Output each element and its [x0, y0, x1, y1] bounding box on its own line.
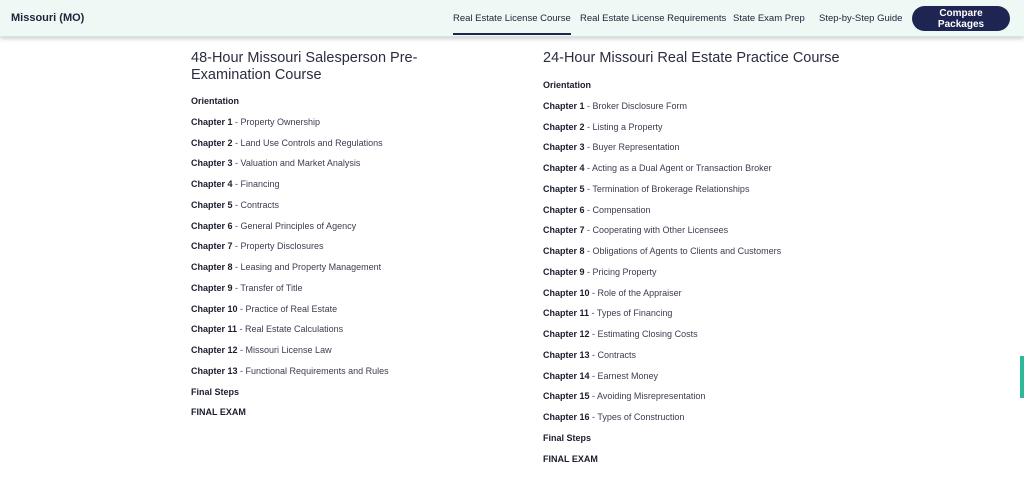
chapter-item [543, 267, 657, 277]
chapter-item [543, 329, 698, 339]
chapter-separator: - [232, 241, 241, 252]
chapter-number: Chapter 3 [191, 158, 233, 169]
chapter-separator: - [232, 179, 241, 189]
chapter-number: Final Steps [543, 432, 592, 443]
chapter-item [543, 122, 663, 132]
nav-link-license-course[interactable]: Real Estate License Course [453, 13, 571, 24]
chapter-item [543, 412, 684, 422]
scroll-indicator[interactable] [1020, 356, 1024, 398]
chapter-separator: - [589, 287, 598, 298]
chapter-title: Termination of Brokerage Relationships [592, 183, 750, 194]
chapter-title: Obligations of Agents to Clients and Customers [592, 246, 782, 256]
chapter-separator: - [237, 324, 246, 335]
chapter-item [191, 221, 356, 231]
chapter-separator: - [589, 308, 597, 319]
chapter-title: Role of the Appraiser [597, 287, 682, 298]
chapter-number: Chapter 7 [543, 225, 585, 236]
course-title-line1: 48-Hour Missouri Salesperson Pre- [191, 50, 418, 66]
chapter-title: Financing [240, 179, 280, 189]
chapter-item [543, 308, 672, 318]
chapter-item [191, 138, 383, 148]
chapter-number: Chapter 7 [191, 241, 233, 252]
chapter-title: Listing a Property [592, 121, 663, 132]
chapter-separator: - [584, 100, 593, 111]
chapter-number: Chapter 5 [191, 199, 233, 210]
course-title-line1: 24-Hour Missouri Real Estate Practice Course [543, 50, 840, 66]
chapter-item [543, 454, 598, 464]
chapter-item [191, 283, 303, 293]
state-label: Missouri (MO) [11, 12, 85, 24]
chapter-number: Orientation [191, 96, 240, 106]
chapter-separator: - [589, 349, 598, 360]
chapter-number: FINAL EXAM [543, 453, 598, 464]
course-24-hour [543, 50, 863, 464]
chapter-item [543, 205, 651, 215]
chapter-item [191, 158, 360, 168]
chapter-number: Chapter 6 [191, 220, 233, 231]
chapter-item [191, 96, 239, 106]
chapter-number: FINAL EXAM [191, 407, 246, 418]
chapter-item [191, 324, 343, 334]
chapter-title: Valuation and Market Analysis [240, 158, 361, 169]
chapter-item [543, 350, 636, 360]
chapter-title: Property Ownership [240, 116, 321, 127]
chapter-number: Chapter 9 [191, 282, 233, 293]
chapter-number: Chapter 9 [543, 266, 585, 277]
chapter-title: Leasing and Property Management [240, 262, 382, 272]
chapter-item [191, 407, 246, 417]
chapter-number: Chapter 2 [543, 121, 585, 132]
chapter-number: Chapter 10 [191, 303, 238, 314]
chapter-title: Cooperating with Other Licensees [592, 225, 729, 236]
chapter-separator: - [584, 246, 593, 256]
chapter-title: General Principles of Agency [240, 220, 357, 231]
chapter-item [543, 184, 749, 194]
chapter-number: Orientation [543, 80, 592, 90]
chapter-number: Chapter 2 [191, 137, 233, 148]
chapter-number: Chapter 12 [543, 329, 590, 339]
chapter-separator: - [232, 262, 241, 272]
chapter-separator: - [232, 282, 241, 293]
chapter-title: Estimating Closing Costs [597, 329, 698, 339]
chapter-number: Chapter 3 [543, 142, 585, 153]
chapter-number: Chapter 8 [191, 262, 233, 272]
chapter-separator: - [237, 365, 246, 376]
chapter-separator: - [589, 391, 598, 402]
chapter-number: Chapter 11 [191, 324, 238, 335]
chapter-title: Avoiding Misrepresentation [597, 391, 706, 402]
chapter-number: Chapter 4 [543, 163, 585, 173]
chapter-number: Chapter 5 [543, 183, 585, 194]
chapter-separator: - [589, 329, 598, 339]
chapter-title: Pricing Property [592, 266, 657, 277]
chapter-number: Chapter 4 [191, 179, 233, 189]
chapter-separator: - [584, 163, 593, 173]
chapter-item [543, 391, 705, 401]
compare-packages-button[interactable]: Compare Packages [912, 6, 1010, 31]
nav-link-license-requirements[interactable]: Real Estate License Requirements [580, 13, 727, 24]
chapter-title: Contracts [240, 199, 280, 210]
course-48-hour [191, 50, 491, 418]
chapter-separator: - [237, 345, 246, 355]
chapter-separator: - [584, 225, 593, 236]
chapter-item [543, 101, 687, 111]
chapter-item [543, 433, 591, 443]
chapter-separator: - [584, 183, 593, 194]
chapter-separator: - [237, 303, 246, 314]
chapter-item [543, 225, 728, 235]
chapter-title: Types of Financing [596, 308, 673, 319]
chapter-number: Chapter 13 [191, 365, 238, 376]
chapter-separator: - [584, 204, 593, 215]
chapter-title: Compensation [592, 204, 651, 215]
chapter-number: Final Steps [191, 386, 240, 397]
chapter-item [191, 241, 324, 251]
chapter-title: Broker Disclosure Form [592, 100, 688, 111]
chapter-item [191, 345, 332, 355]
chapter-separator: - [589, 412, 598, 422]
course-title-line2: Examination Course [191, 67, 322, 83]
chapter-number: Chapter 1 [191, 116, 233, 127]
top-navigation-bar [0, 0, 1024, 37]
chapter-title: Transfer of Title [240, 282, 303, 293]
chapter-title: Land Use Controls and Regulations [240, 137, 383, 148]
chapter-number: Chapter 15 [543, 391, 590, 402]
chapter-item [191, 262, 381, 272]
chapter-separator: - [232, 199, 241, 210]
chapter-number: Chapter 14 [543, 370, 590, 381]
chapter-separator: - [584, 121, 593, 132]
chapter-number: Chapter 12 [191, 345, 238, 355]
chapter-item [191, 304, 337, 314]
chapter-item [543, 246, 781, 256]
chapter-separator: - [584, 142, 593, 153]
chapter-title: Acting as a Dual Agent or Transaction Broker [592, 163, 772, 173]
chapter-item [191, 366, 389, 376]
chapter-title: Real Estate Calculations [245, 324, 344, 335]
chapter-item [543, 163, 772, 173]
chapter-title: Missouri License Law [245, 345, 332, 355]
chapter-number: Chapter 13 [543, 349, 590, 360]
chapter-title: Buyer Representation [592, 142, 680, 153]
chapter-separator: - [232, 158, 241, 169]
chapter-separator: - [232, 220, 241, 231]
chapter-item [191, 200, 279, 210]
chapter-title: Property Disclosures [240, 241, 324, 252]
chapter-number: Chapter 8 [543, 246, 585, 256]
chapter-item [543, 142, 680, 152]
chapter-number: Chapter 1 [543, 100, 585, 111]
chapter-item [191, 387, 239, 397]
chapter-title: Contracts [597, 349, 637, 360]
chapter-item [191, 117, 320, 127]
chapter-number: Chapter 6 [543, 204, 585, 215]
chapter-item [191, 179, 280, 189]
chapter-separator: - [589, 370, 598, 381]
chapter-separator: - [232, 116, 241, 127]
chapter-number: Chapter 11 [543, 308, 590, 319]
chapter-number: Chapter 16 [543, 412, 590, 422]
chapter-separator: - [232, 137, 241, 148]
chapter-title: Functional Requirements and Rules [245, 365, 389, 376]
chapter-title: Types of Construction [597, 412, 685, 422]
chapter-separator: - [584, 266, 593, 277]
course-title [543, 50, 863, 67]
chapter-item [543, 80, 591, 90]
nav-link-state-exam-prep[interactable]: State Exam Prep [733, 13, 805, 24]
chapter-item [543, 288, 682, 298]
nav-link-step-by-step-guide[interactable]: Step-by-Step Guide [819, 13, 903, 24]
chapter-number: Chapter 10 [543, 287, 590, 298]
chapter-title: Earnest Money [597, 370, 659, 381]
course-title [191, 50, 491, 84]
chapter-item [543, 371, 658, 381]
chapter-title: Practice of Real Estate [245, 303, 338, 314]
